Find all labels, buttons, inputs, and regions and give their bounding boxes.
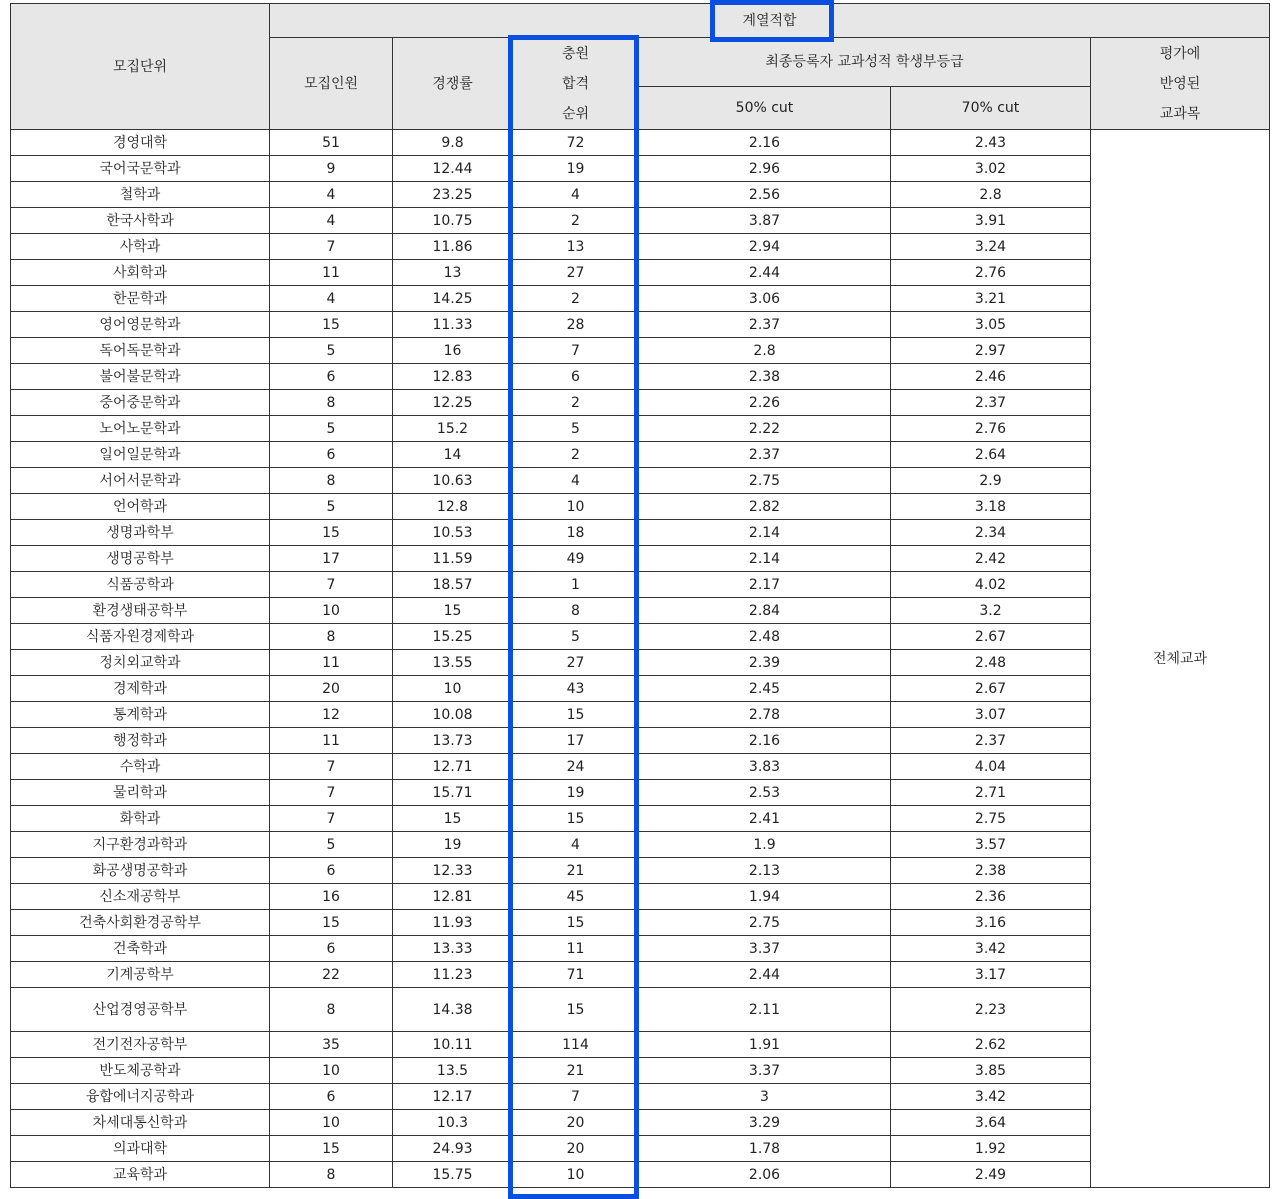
cell-unit: 노어노문학과 xyxy=(11,416,270,442)
table-row xyxy=(11,1058,1270,1084)
cell-cut50: 2.75 xyxy=(639,468,891,494)
cell-rank: 10 xyxy=(513,1162,639,1188)
cell-cut70: 2.64 xyxy=(891,442,1091,468)
cell-unit: 일어일문학과 xyxy=(11,442,270,468)
table-row xyxy=(11,988,1270,1032)
cell-ratio: 11.93 xyxy=(393,910,513,936)
cell-quota: 4 xyxy=(270,182,393,208)
cell-rank: 20 xyxy=(513,1136,639,1162)
cell-cut50: 3.87 xyxy=(639,208,891,234)
cell-cut50: 2.84 xyxy=(639,598,891,624)
header-ratio: 경쟁률 xyxy=(393,38,513,130)
table-row xyxy=(11,416,1270,442)
cell-cut70: 2.9 xyxy=(891,468,1091,494)
cell-cut50: 2.39 xyxy=(639,650,891,676)
table-row xyxy=(11,780,1270,806)
header-cut50: 50% cut xyxy=(639,87,891,130)
cell-cut50: 2.94 xyxy=(639,234,891,260)
cell-ratio: 11.23 xyxy=(393,962,513,988)
cell-rank: 2 xyxy=(513,442,639,468)
cell-cut70: 3.42 xyxy=(891,1084,1091,1110)
cell-ratio: 10.3 xyxy=(393,1110,513,1136)
cell-unit: 차세대통신학과 xyxy=(11,1110,270,1136)
cell-unit: 행정학과 xyxy=(11,728,270,754)
cell-ratio: 13.33 xyxy=(393,936,513,962)
cell-cut70: 3.24 xyxy=(891,234,1091,260)
cell-cut70: 2.76 xyxy=(891,416,1091,442)
header-subject-line: 교과목 xyxy=(1159,105,1201,122)
cell-ratio: 12.8 xyxy=(393,494,513,520)
cell-ratio: 11.86 xyxy=(393,234,513,260)
cell-cut70: 2.36 xyxy=(891,884,1091,910)
cell-rank: 5 xyxy=(513,416,639,442)
cell-quota: 15 xyxy=(270,1136,393,1162)
cell-quota: 8 xyxy=(270,624,393,650)
header-subject-line: 반영된 xyxy=(1159,75,1201,92)
cell-quota: 10 xyxy=(270,1110,393,1136)
table-row xyxy=(11,676,1270,702)
cell-cut50: 2.16 xyxy=(639,728,891,754)
cell-cut70: 2.67 xyxy=(891,676,1091,702)
cell-cut50: 2.53 xyxy=(639,780,891,806)
cell-cut50: 1.94 xyxy=(639,884,891,910)
cell-cut50: 2.37 xyxy=(639,442,891,468)
cell-cut50: 2.78 xyxy=(639,702,891,728)
cell-cut70: 3.64 xyxy=(891,1110,1091,1136)
cell-unit: 경제학과 xyxy=(11,676,270,702)
cell-rank: 19 xyxy=(513,156,639,182)
cell-ratio: 12.25 xyxy=(393,390,513,416)
cell-unit: 반도체공학과 xyxy=(11,1058,270,1084)
cell-quota: 20 xyxy=(270,676,393,702)
cell-cut50: 2.8 xyxy=(639,338,891,364)
cell-cut50: 2.16 xyxy=(639,130,891,156)
cell-cut50: 2.96 xyxy=(639,156,891,182)
table-row xyxy=(11,208,1270,234)
cell-unit: 독어독문학과 xyxy=(11,338,270,364)
cell-ratio: 24.93 xyxy=(393,1136,513,1162)
header-quota: 모집인원 xyxy=(270,38,393,130)
table-row xyxy=(11,1136,1270,1162)
table-row xyxy=(11,546,1270,572)
cell-quota: 12 xyxy=(270,702,393,728)
cell-rank: 45 xyxy=(513,884,639,910)
cell-ratio: 14.25 xyxy=(393,286,513,312)
cell-ratio: 12.81 xyxy=(393,884,513,910)
cell-rank: 2 xyxy=(513,208,639,234)
cell-cut70: 3.91 xyxy=(891,208,1091,234)
table-row xyxy=(11,1084,1270,1110)
header-subject-line: 평가에 xyxy=(1159,45,1201,62)
table-row xyxy=(11,468,1270,494)
cell-ratio: 15 xyxy=(393,598,513,624)
cell-unit: 의과대학 xyxy=(11,1136,270,1162)
cell-rank: 49 xyxy=(513,546,639,572)
cell-cut50: 2.26 xyxy=(639,390,891,416)
cell-rank: 6 xyxy=(513,364,639,390)
cell-cut50: 2.11 xyxy=(639,988,891,1032)
cell-unit: 융합에너지공학과 xyxy=(11,1084,270,1110)
cell-quota: 6 xyxy=(270,1084,393,1110)
cell-cut70: 2.97 xyxy=(891,338,1091,364)
table-row xyxy=(11,234,1270,260)
cell-quota: 4 xyxy=(270,208,393,234)
cell-unit: 신소재공학부 xyxy=(11,884,270,910)
header-grade-group: 최종등록자 교과성적 학생부등급 xyxy=(639,38,1091,87)
cell-rank: 21 xyxy=(513,858,639,884)
cell-ratio: 15.2 xyxy=(393,416,513,442)
cell-quota: 51 xyxy=(270,130,393,156)
cell-ratio: 16 xyxy=(393,338,513,364)
cell-cut70: 2.37 xyxy=(891,728,1091,754)
cell-cut50: 3 xyxy=(639,1084,891,1110)
cell-quota: 7 xyxy=(270,806,393,832)
table-row xyxy=(11,182,1270,208)
cell-cut50: 1.78 xyxy=(639,1136,891,1162)
table-row xyxy=(11,936,1270,962)
cell-cut50: 2.14 xyxy=(639,520,891,546)
cell-quota: 5 xyxy=(270,338,393,364)
table-row xyxy=(11,312,1270,338)
cell-unit: 영어영문학과 xyxy=(11,312,270,338)
cell-unit: 한문학과 xyxy=(11,286,270,312)
cell-cut70: 2.38 xyxy=(891,858,1091,884)
cell-cut70: 2.46 xyxy=(891,364,1091,390)
cell-quota: 15 xyxy=(270,520,393,546)
cell-unit: 정치외교학과 xyxy=(11,650,270,676)
cell-quota: 7 xyxy=(270,572,393,598)
header-subject xyxy=(1091,38,1270,130)
cell-unit: 중어중문학과 xyxy=(11,390,270,416)
cell-rank: 15 xyxy=(513,988,639,1032)
cell-rank: 13 xyxy=(513,234,639,260)
cell-cut50: 2.56 xyxy=(639,182,891,208)
cell-rank: 18 xyxy=(513,520,639,546)
cell-quota: 15 xyxy=(270,910,393,936)
cell-cut70: 2.34 xyxy=(891,520,1091,546)
cell-cut50: 2.44 xyxy=(639,962,891,988)
cell-quota: 8 xyxy=(270,988,393,1032)
header-rank xyxy=(513,38,639,130)
cell-cut50: 3.37 xyxy=(639,1058,891,1084)
cell-cut50: 2.22 xyxy=(639,416,891,442)
cell-cut50: 2.14 xyxy=(639,546,891,572)
cell-ratio: 12.44 xyxy=(393,156,513,182)
cell-cut70: 2.71 xyxy=(891,780,1091,806)
cell-unit: 언어학과 xyxy=(11,494,270,520)
cell-quota: 7 xyxy=(270,780,393,806)
cell-unit: 건축사회환경공학부 xyxy=(11,910,270,936)
cell-ratio: 13 xyxy=(393,260,513,286)
table-row xyxy=(11,520,1270,546)
cell-ratio: 11.33 xyxy=(393,312,513,338)
cell-unit: 한국사학과 xyxy=(11,208,270,234)
table-row xyxy=(11,260,1270,286)
cell-unit: 식품자원경제학과 xyxy=(11,624,270,650)
header-rank-line: 충원 xyxy=(561,45,590,62)
cell-quota: 8 xyxy=(270,390,393,416)
table-row xyxy=(11,442,1270,468)
cell-cut50: 2.38 xyxy=(639,364,891,390)
cell-ratio: 12.33 xyxy=(393,858,513,884)
cell-quota: 16 xyxy=(270,884,393,910)
cell-cut70: 3.18 xyxy=(891,494,1091,520)
cell-quota: 11 xyxy=(270,728,393,754)
cell-ratio: 14 xyxy=(393,442,513,468)
cell-cut50: 1.91 xyxy=(639,1032,891,1058)
cell-ratio: 15.71 xyxy=(393,780,513,806)
cell-cut50: 2.37 xyxy=(639,312,891,338)
table-row xyxy=(11,1162,1270,1188)
cell-unit: 생명과학부 xyxy=(11,520,270,546)
table-header xyxy=(11,4,1270,130)
cell-rank: 4 xyxy=(513,468,639,494)
cell-rank: 2 xyxy=(513,286,639,312)
cell-cut70: 3.05 xyxy=(891,312,1091,338)
cell-rank: 10 xyxy=(513,494,639,520)
cell-cut70: 2.37 xyxy=(891,390,1091,416)
table-row xyxy=(11,1032,1270,1058)
cell-cut50: 3.29 xyxy=(639,1110,891,1136)
cell-ratio: 10 xyxy=(393,676,513,702)
header-rank-line: 순위 xyxy=(561,105,590,122)
table-row xyxy=(11,286,1270,312)
cell-cut50: 3.83 xyxy=(639,754,891,780)
cell-rank: 24 xyxy=(513,754,639,780)
cell-ratio: 15.25 xyxy=(393,624,513,650)
table-row xyxy=(11,884,1270,910)
cell-quota: 5 xyxy=(270,416,393,442)
cell-unit: 전기전자공학부 xyxy=(11,1032,270,1058)
cell-quota: 10 xyxy=(270,1058,393,1084)
cell-unit: 산업경영공학부 xyxy=(11,988,270,1032)
cell-unit: 철학과 xyxy=(11,182,270,208)
cell-unit: 기계공학부 xyxy=(11,962,270,988)
table-row xyxy=(11,624,1270,650)
cell-rank: 71 xyxy=(513,962,639,988)
table-row xyxy=(11,130,1270,156)
cell-rank: 43 xyxy=(513,676,639,702)
cell-ratio: 23.25 xyxy=(393,182,513,208)
cell-ratio: 19 xyxy=(393,832,513,858)
table-row xyxy=(11,702,1270,728)
cell-cut70: 4.02 xyxy=(891,572,1091,598)
cell-rank: 11 xyxy=(513,936,639,962)
header-unit: 모집단위 xyxy=(11,4,270,130)
table-row xyxy=(11,910,1270,936)
cell-cut50: 3.06 xyxy=(639,286,891,312)
cell-cut50: 1.9 xyxy=(639,832,891,858)
cell-cut50: 2.06 xyxy=(639,1162,891,1188)
cell-quota: 8 xyxy=(270,1162,393,1188)
cell-cut70: 2.42 xyxy=(891,546,1091,572)
cell-ratio: 10.11 xyxy=(393,1032,513,1058)
cell-ratio: 12.71 xyxy=(393,754,513,780)
cell-unit: 지구환경과학과 xyxy=(11,832,270,858)
cell-unit: 불어불문학과 xyxy=(11,364,270,390)
cell-quota: 22 xyxy=(270,962,393,988)
cell-cut70: 2.43 xyxy=(891,130,1091,156)
cell-ratio: 18.57 xyxy=(393,572,513,598)
cell-ratio: 10.53 xyxy=(393,520,513,546)
table-row xyxy=(11,650,1270,676)
cell-ratio: 14.38 xyxy=(393,988,513,1032)
cell-rank: 15 xyxy=(513,702,639,728)
cell-ratio: 12.17 xyxy=(393,1084,513,1110)
cell-quota: 6 xyxy=(270,442,393,468)
cell-rank: 8 xyxy=(513,598,639,624)
cell-cut50: 3.37 xyxy=(639,936,891,962)
cell-cut70: 3.07 xyxy=(891,702,1091,728)
cell-ratio: 10.08 xyxy=(393,702,513,728)
cell-ratio: 10.75 xyxy=(393,208,513,234)
cell-cut50: 2.45 xyxy=(639,676,891,702)
cell-quota: 8 xyxy=(270,468,393,494)
table-row xyxy=(11,832,1270,858)
cell-cut70: 3.21 xyxy=(891,286,1091,312)
cell-quota: 35 xyxy=(270,1032,393,1058)
cell-unit: 생명공학부 xyxy=(11,546,270,572)
cell-rank: 17 xyxy=(513,728,639,754)
cell-cut70: 3.85 xyxy=(891,1058,1091,1084)
cell-rank: 72 xyxy=(513,130,639,156)
cell-rank: 1 xyxy=(513,572,639,598)
table-row xyxy=(11,858,1270,884)
cell-cut50: 2.41 xyxy=(639,806,891,832)
cell-quota: 10 xyxy=(270,598,393,624)
cell-unit: 통계학과 xyxy=(11,702,270,728)
cell-unit: 경영대학 xyxy=(11,130,270,156)
cell-rank: 7 xyxy=(513,338,639,364)
cell-rank: 4 xyxy=(513,832,639,858)
cell-rank: 4 xyxy=(513,182,639,208)
cell-cut70: 3.57 xyxy=(891,832,1091,858)
cell-unit: 서어서문학과 xyxy=(11,468,270,494)
table-row xyxy=(11,156,1270,182)
cell-quota: 6 xyxy=(270,364,393,390)
table-row xyxy=(11,728,1270,754)
cell-ratio: 13.55 xyxy=(393,650,513,676)
cell-cut70: 3.2 xyxy=(891,598,1091,624)
cell-unit: 국어국문학과 xyxy=(11,156,270,182)
cell-rank: 5 xyxy=(513,624,639,650)
header-rank-line: 합격 xyxy=(561,75,590,92)
table-row xyxy=(11,962,1270,988)
admissions-table xyxy=(10,3,1270,1188)
cell-quota: 15 xyxy=(270,312,393,338)
cell-quota: 6 xyxy=(270,858,393,884)
cell-unit: 사회학과 xyxy=(11,260,270,286)
cell-quota: 7 xyxy=(270,234,393,260)
cell-unit: 건축학과 xyxy=(11,936,270,962)
cell-rank: 27 xyxy=(513,260,639,286)
cell-rank: 7 xyxy=(513,1084,639,1110)
cell-quota: 4 xyxy=(270,286,393,312)
cell-quota: 6 xyxy=(270,936,393,962)
cell-unit: 수학과 xyxy=(11,754,270,780)
cell-rank: 19 xyxy=(513,780,639,806)
cell-unit: 화공생명공학과 xyxy=(11,858,270,884)
cell-cut70: 2.75 xyxy=(891,806,1091,832)
cell-rank: 20 xyxy=(513,1110,639,1136)
table-body xyxy=(11,130,1270,1188)
cell-cut50: 2.75 xyxy=(639,910,891,936)
cell-cut70: 3.16 xyxy=(891,910,1091,936)
cell-cut50: 2.44 xyxy=(639,260,891,286)
cell-unit: 화학과 xyxy=(11,806,270,832)
cell-ratio: 13.73 xyxy=(393,728,513,754)
cell-cut50: 2.48 xyxy=(639,624,891,650)
cell-ratio: 11.59 xyxy=(393,546,513,572)
cell-cut50: 2.17 xyxy=(639,572,891,598)
cell-unit: 교육학과 xyxy=(11,1162,270,1188)
cell-ratio: 15.75 xyxy=(393,1162,513,1188)
header-group-title: 계열적합 xyxy=(270,4,1270,38)
cell-cut70: 4.04 xyxy=(891,754,1091,780)
table-row xyxy=(11,806,1270,832)
cell-cut70: 2.23 xyxy=(891,988,1091,1032)
cell-cut70: 2.49 xyxy=(891,1162,1091,1188)
cell-cut70: 2.48 xyxy=(891,650,1091,676)
table-row xyxy=(11,390,1270,416)
cell-cut70: 3.02 xyxy=(891,156,1091,182)
cell-quota: 7 xyxy=(270,754,393,780)
table-row xyxy=(11,754,1270,780)
cell-cut70: 1.92 xyxy=(891,1136,1091,1162)
cell-quota: 5 xyxy=(270,832,393,858)
cell-quota: 11 xyxy=(270,260,393,286)
cell-quota: 17 xyxy=(270,546,393,572)
cell-rank: 27 xyxy=(513,650,639,676)
table-row xyxy=(11,1110,1270,1136)
cell-cut70: 2.8 xyxy=(891,182,1091,208)
table-row xyxy=(11,364,1270,390)
cell-cut50: 2.13 xyxy=(639,858,891,884)
cell-rank: 2 xyxy=(513,390,639,416)
cell-unit: 환경생태공학부 xyxy=(11,598,270,624)
cell-rank: 15 xyxy=(513,806,639,832)
cell-cut50: 2.82 xyxy=(639,494,891,520)
cell-unit: 물리학과 xyxy=(11,780,270,806)
cell-subject: 전체교과 xyxy=(1091,130,1270,1188)
cell-ratio: 15 xyxy=(393,806,513,832)
cell-rank: 15 xyxy=(513,910,639,936)
cell-rank: 114 xyxy=(513,1032,639,1058)
cell-cut70: 2.62 xyxy=(891,1032,1091,1058)
header-cut70: 70% cut xyxy=(891,87,1091,130)
cell-rank: 21 xyxy=(513,1058,639,1084)
cell-ratio: 9.8 xyxy=(393,130,513,156)
cell-quota: 5 xyxy=(270,494,393,520)
cell-cut70: 2.76 xyxy=(891,260,1091,286)
table-row xyxy=(11,572,1270,598)
cell-unit: 식품공학과 xyxy=(11,572,270,598)
cell-ratio: 10.63 xyxy=(393,468,513,494)
cell-quota: 9 xyxy=(270,156,393,182)
cell-cut70: 2.67 xyxy=(891,624,1091,650)
table-row xyxy=(11,598,1270,624)
cell-rank: 28 xyxy=(513,312,639,338)
table-row xyxy=(11,338,1270,364)
cell-cut70: 3.17 xyxy=(891,962,1091,988)
cell-cut70: 3.42 xyxy=(891,936,1091,962)
table-row xyxy=(11,494,1270,520)
cell-quota: 11 xyxy=(270,650,393,676)
cell-ratio: 13.5 xyxy=(393,1058,513,1084)
cell-unit: 사학과 xyxy=(11,234,270,260)
cell-ratio: 12.83 xyxy=(393,364,513,390)
